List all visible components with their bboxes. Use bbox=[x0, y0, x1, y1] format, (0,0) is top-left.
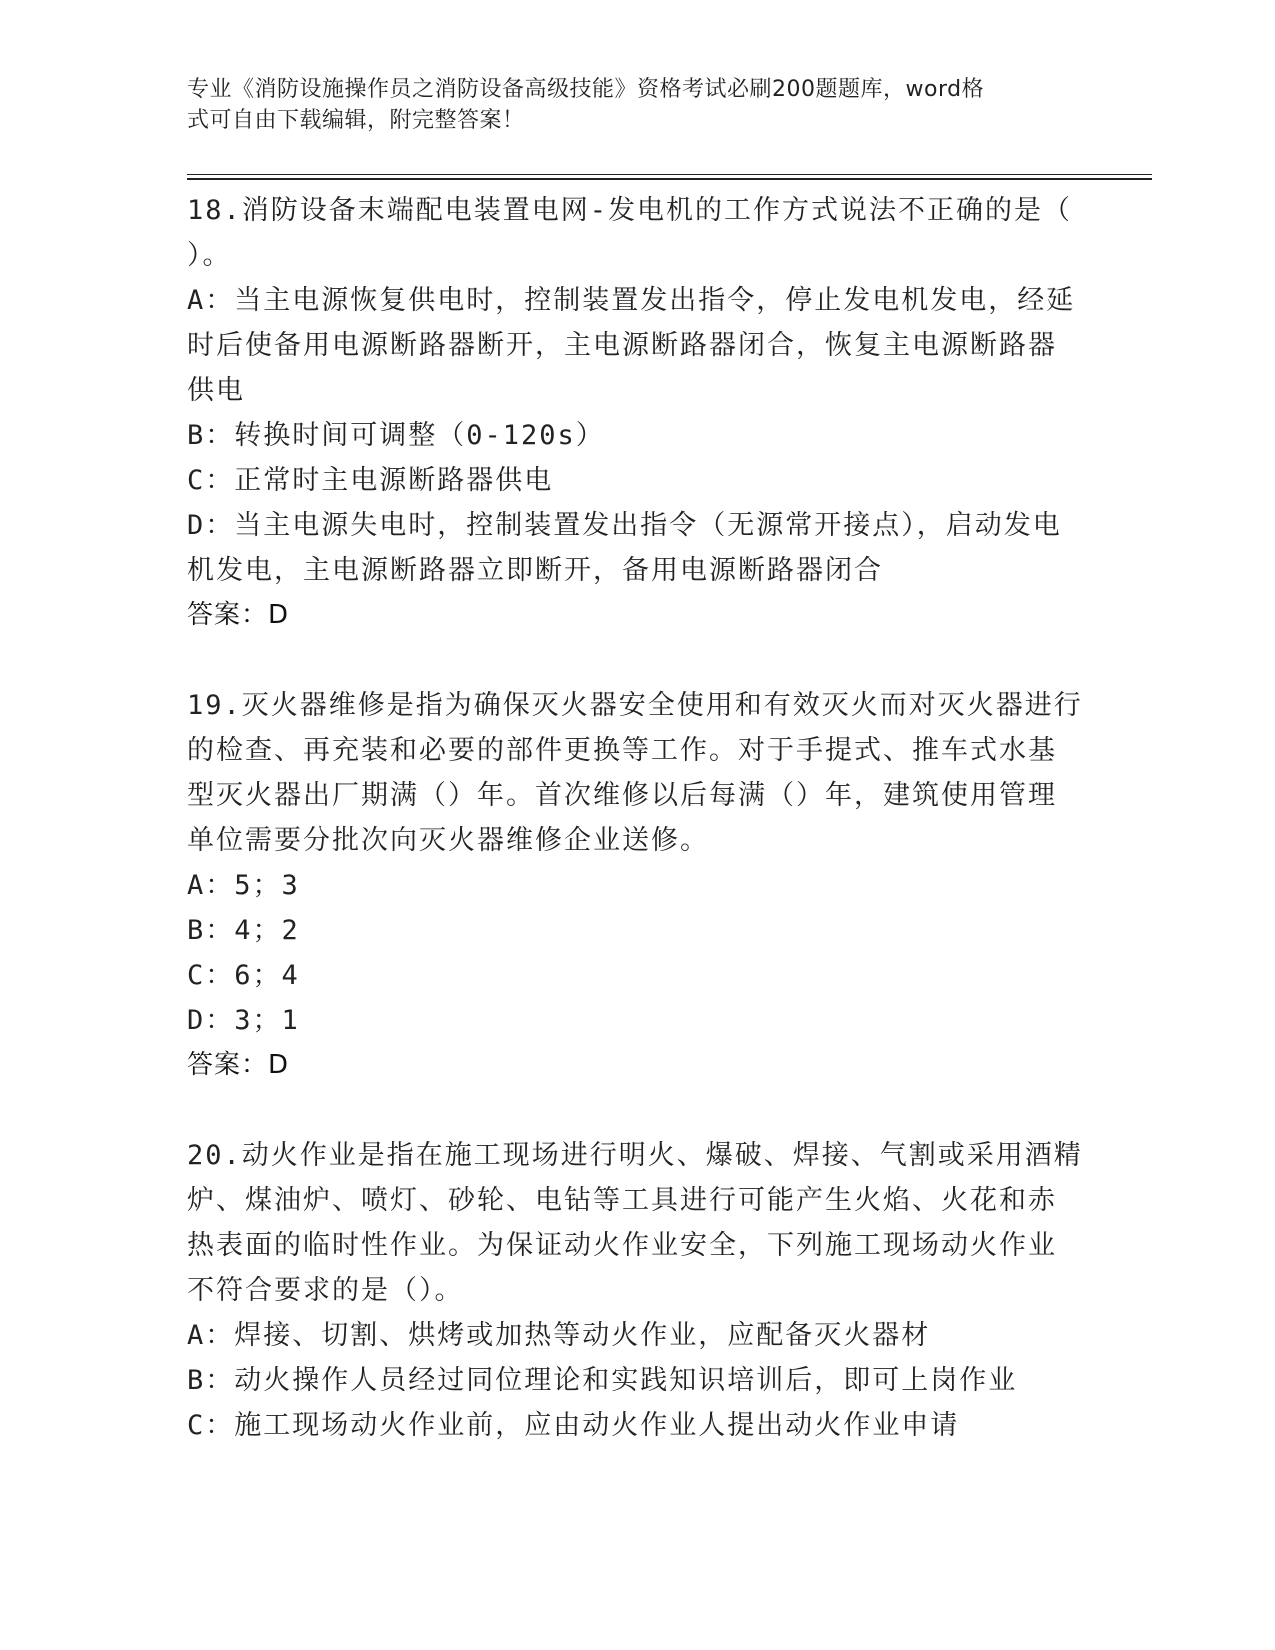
header-line-2: 式可自由下载编辑，附完整答案！ bbox=[187, 108, 525, 133]
question-stem-line: 热表面的临时性作业。为保证动火作业安全，下列施工现场动火作业 bbox=[187, 1230, 1057, 1261]
answer-option bbox=[187, 503, 1087, 593]
answer-option-line: B：转换时间可调整（0-120s） bbox=[187, 420, 605, 451]
question-stem-line: 19.灭火器维修是指为确保灭火器安全使用和有效灭火而对灭火器进行 bbox=[187, 690, 1083, 721]
header-divider-thick bbox=[187, 178, 1152, 180]
document-header bbox=[187, 74, 1067, 136]
question-stem-line: 的检查、再充装和必要的部件更换等工作。对于手提式、推车式水基 bbox=[187, 735, 1057, 766]
question-block bbox=[187, 1133, 1087, 1448]
answer-option-line: 时后使备用电源断路器断开，主电源断路器闭合，恢复主电源断路器 bbox=[187, 330, 1057, 361]
header-line-1: 专业《消防设施操作员之消防设备高级技能》资格考试必刷200题题库，word格 bbox=[187, 77, 985, 102]
answer-option-line: A：5；3 bbox=[187, 870, 300, 901]
answer-option bbox=[187, 998, 1087, 1043]
answer-option-line: B：动火操作人员经过同位理论和实践知识培训后，即可上岗作业 bbox=[187, 1365, 1018, 1396]
answer-option bbox=[187, 908, 1087, 953]
answer-option bbox=[187, 1403, 1087, 1448]
answer-option-line: D：当主电源失电时，控制装置发出指令（无源常开接点），启动发电 bbox=[187, 510, 1062, 541]
header-divider-thin bbox=[187, 174, 1152, 175]
question-block bbox=[187, 188, 1087, 638]
answer-option bbox=[187, 953, 1087, 998]
question-stem-line: 20.动火作业是指在施工现场进行明火、爆破、焊接、气割或采用酒精 bbox=[187, 1140, 1083, 1171]
answer-option-line: C：正常时主电源断路器供电 bbox=[187, 465, 554, 496]
question-spacer bbox=[187, 1088, 1087, 1133]
answer-option-line: 机发电，主电源断路器立即断开，备用电源断路器闭合 bbox=[187, 555, 883, 586]
question-stem-line: 单位需要分批次向灭火器维修企业送修。 bbox=[187, 825, 709, 856]
answer-option-line: D：3；1 bbox=[187, 1005, 300, 1036]
answer-option-line: B：4；2 bbox=[187, 915, 300, 946]
answer-key: 答案：D bbox=[187, 600, 290, 630]
answer-option bbox=[187, 278, 1087, 413]
question-list bbox=[187, 188, 1087, 1448]
question-stem-line: ）。 bbox=[187, 240, 232, 271]
answer-option-line: A：当主电源恢复供电时，控制装置发出指令，停止发电机发电，经延 bbox=[187, 285, 1076, 316]
answer-option bbox=[187, 413, 1087, 458]
question-stem-line: 18.消防设备末端配电装置电网-发电机的工作方式说法不正确的是（ bbox=[187, 195, 1073, 226]
answer-option bbox=[187, 458, 1087, 503]
question-spacer bbox=[187, 638, 1087, 683]
answer-option bbox=[187, 1313, 1087, 1358]
answer-key: 答案：D bbox=[187, 1050, 290, 1080]
answer-option bbox=[187, 863, 1087, 908]
answer-option-line: C：施工现场动火作业前，应由动火作业人提出动火作业申请 bbox=[187, 1410, 960, 1441]
answer-option-line: A：焊接、切割、烘烤或加热等动火作业，应配备灭火器材 bbox=[187, 1320, 931, 1351]
answer-option-line: C：6；4 bbox=[187, 960, 300, 991]
question-stem-line: 型灭火器出厂期满（）年。首次维修以后每满（）年，建筑使用管理 bbox=[187, 780, 1057, 811]
answer-option-line: 供电 bbox=[187, 375, 245, 406]
question-block bbox=[187, 683, 1087, 1088]
question-stem-line: 不符合要求的是（）。 bbox=[187, 1275, 464, 1306]
question-stem-line: 炉、煤油炉、喷灯、砂轮、电钻等工具进行可能产生火焰、火花和赤 bbox=[187, 1185, 1057, 1216]
answer-option bbox=[187, 1358, 1087, 1403]
